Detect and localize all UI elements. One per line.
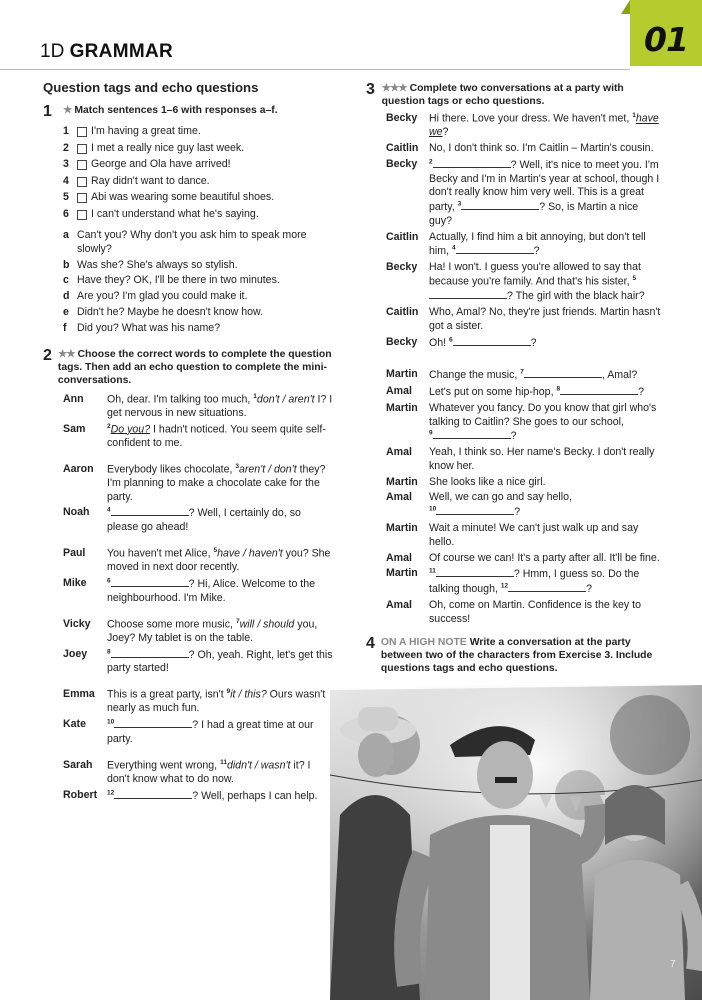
text: ? Oh, yeah. Right, let's get this party started! (107, 648, 333, 675)
speaker-name: Amal (386, 385, 412, 398)
exercise-2 (43, 348, 333, 387)
text: ? Hi, Alice. Welcome to the neighbourhood. I'm Mike. (107, 578, 316, 604)
answer-blank[interactable] (114, 718, 192, 728)
header-prefix: 1D (40, 41, 65, 62)
answer-blank[interactable] (111, 648, 189, 658)
left-column (43, 79, 333, 806)
dialogue-line (63, 648, 333, 677)
conversation-2 (386, 368, 662, 626)
text: Let's put on some hip-hop, (429, 386, 557, 399)
response-text: Didn't he? Maybe he doesn't know how. (77, 305, 264, 318)
line-text (107, 423, 333, 451)
exercise-instruction (381, 636, 662, 675)
dialogue-line (63, 618, 333, 646)
tab-fold (621, 0, 630, 14)
dialogue-line (386, 446, 662, 474)
exercise-instruction (382, 82, 662, 108)
response-text: Did you? What was his name? (77, 321, 221, 334)
line-text: No, I don't think so. I'm Caitlin – Martin's cousin. (429, 142, 654, 155)
text: Change the music, (429, 369, 521, 382)
gap-number: 11 (429, 567, 436, 575)
answer-blank[interactable] (560, 385, 638, 395)
choice-words[interactable]: will / should (239, 618, 295, 631)
dialogue-line (386, 402, 662, 444)
item-number: 5 (63, 191, 69, 204)
difficulty-stars: ★★ (57, 348, 75, 360)
text: , Amal? (601, 369, 638, 382)
speaker-name: Vicky (63, 617, 91, 630)
item-number: 3 (63, 158, 69, 171)
item-number: 4 (63, 174, 69, 187)
exercise-4 (366, 636, 662, 675)
line-text (429, 567, 662, 597)
text: ? (442, 126, 449, 139)
example-answer: Do you? (110, 423, 151, 436)
line-text (429, 261, 662, 304)
gap-number: 9 (429, 429, 433, 437)
difficulty-stars: ★ (63, 105, 72, 117)
text: ? The girl with the black hair? (507, 290, 645, 303)
response-c (63, 274, 333, 288)
speaker-name: Caitlin (386, 142, 419, 155)
exercise-number: 4 (366, 635, 375, 653)
speaker-name: Amal (386, 491, 412, 504)
instruction-text: Choose the correct words to complete the question tags. Then add an echo question to complete the mini-conversations. (57, 348, 332, 386)
line-text (107, 759, 333, 787)
item-number: 6 (63, 207, 69, 220)
party-photo (330, 685, 702, 1000)
gap-number: 3 (235, 462, 239, 470)
choice-words[interactable]: don't / aren't (256, 393, 315, 406)
line-text: She looks like a nice girl. (429, 475, 546, 488)
dialogue-line (386, 567, 662, 597)
dialogue-line (386, 599, 662, 627)
line-text (429, 385, 662, 400)
gap-number: 11 (220, 758, 227, 766)
line-text: Wait a minute! We can't just walk up and say hello. (429, 521, 639, 548)
dialogue-line (63, 506, 333, 535)
conversation-1 (386, 112, 662, 350)
text: Everything went wrong, (107, 759, 221, 772)
answer-blank[interactable] (433, 158, 511, 168)
answer-blank[interactable] (111, 577, 189, 587)
sentence-text: I'm having a great time. (91, 125, 201, 138)
sentence-1 (63, 125, 333, 142)
response-list (63, 229, 333, 335)
line-text (429, 158, 662, 229)
line-text (107, 718, 333, 747)
line-text (429, 336, 662, 351)
response-text: Have they? OK, I'll be there in two minutes. (77, 274, 280, 287)
text: Ours wasn't nearly as much fun. (107, 688, 326, 715)
gap-number: 8 (556, 385, 561, 393)
item-letter: c (63, 274, 69, 287)
speaker-name: Aaron (63, 462, 94, 475)
page-header (40, 40, 173, 65)
text: I hadn't noticed. You seem quite self-confident to me. (107, 423, 326, 449)
dialogue-line (63, 688, 333, 716)
gap-number: 10 (107, 718, 115, 726)
gap-number: 4 (451, 244, 456, 252)
text: You haven't met Alice, (107, 547, 214, 560)
speaker-name: Martin (386, 567, 418, 580)
text: ? Well, I certainly do, so please go ahead! (107, 507, 301, 534)
line-text (107, 577, 333, 606)
gap-number: 2 (429, 158, 433, 166)
speaker-name: Caitlin (386, 230, 419, 243)
line-text: Oh, come on Martin. Confidence is the key to success! (429, 598, 641, 625)
line-text (107, 506, 333, 535)
example-answer: have we (429, 112, 659, 139)
sentence-text: I met a really nice guy last week. (91, 141, 245, 154)
dialogue-line (386, 231, 662, 260)
party-photo-illustration (330, 685, 702, 1000)
unit-tab (630, 0, 702, 66)
header-rule (0, 69, 630, 70)
line-text (429, 368, 662, 383)
exercise-number: 3 (366, 81, 375, 98)
speaker-name: Mike (63, 577, 87, 590)
dialogue-line (386, 552, 662, 566)
speaker-name: Martin (386, 368, 418, 381)
text: ? (514, 506, 521, 519)
dialogue-line (63, 423, 333, 451)
item-letter: d (63, 290, 70, 303)
mini-conversations (63, 393, 333, 804)
speaker-name: Becky (386, 112, 418, 124)
speaker-name: Becky (386, 335, 418, 348)
response-d (63, 290, 333, 304)
speaker-name: Martin (386, 475, 418, 488)
item-letter: f (63, 321, 67, 334)
high-note-label: ON A HIGH NOTE (380, 637, 467, 649)
answer-blank[interactable] (429, 289, 507, 299)
text: ? Well, perhaps I can help. (192, 789, 318, 802)
dialogue-line (386, 112, 662, 140)
instruction-text: Write a conversation at the party between two of the characters from Exercise 3. Include questions tags and echo questions. (380, 637, 653, 675)
response-a (63, 229, 333, 257)
line-text (429, 231, 662, 260)
line-text (107, 688, 333, 716)
text: ? (510, 430, 517, 443)
gap-number: 6 (107, 577, 111, 585)
speaker-name: Amal (386, 446, 412, 459)
speaker-name: Kate (63, 718, 86, 731)
exercise-number: 2 (43, 346, 52, 364)
answer-blank[interactable] (456, 244, 534, 254)
line-text (429, 491, 662, 520)
sentence-text: George and Ola have arrived! (91, 158, 231, 171)
text: you, Joey? My tablet is on the table. (107, 618, 318, 644)
sentence-2 (63, 142, 333, 159)
speaker-name: Joey (63, 647, 88, 660)
dialogue-line (386, 491, 662, 520)
choice-words[interactable]: didn't / wasn't (226, 759, 291, 772)
dialogue-line (386, 142, 662, 156)
choice-words[interactable]: have / haven't (217, 547, 283, 560)
speaker-name: Robert (63, 788, 98, 801)
text: ? (586, 583, 592, 596)
text: ? (638, 386, 644, 399)
line-text (107, 393, 333, 421)
gap-number: 12 (107, 789, 115, 797)
text: Choose some more music, (107, 618, 236, 631)
answer-checkbox[interactable] (77, 160, 87, 170)
header-title: GRAMMAR (69, 41, 173, 62)
speaker-name: Caitlin (386, 306, 419, 319)
speaker-name: Martin (386, 401, 418, 414)
text: you? She moved in next door recently. (107, 547, 331, 574)
answer-blank[interactable] (436, 505, 514, 515)
speaker-name: Amal (386, 551, 412, 564)
item-number: 2 (63, 141, 69, 154)
response-text: Are you? I'm glad you could make it. (77, 290, 248, 303)
line-text (107, 547, 333, 575)
text: I? I get nervous in new situations. (107, 393, 333, 419)
answer-blank[interactable] (461, 200, 539, 210)
speaker-name: Noah (63, 506, 90, 519)
dialogue-line (63, 463, 333, 505)
text: ? So, is Martin a nice guy? (429, 201, 639, 227)
sentence-text: I can't understand what he's saying. (91, 207, 259, 220)
text: Actually, I find him a bit annoying, but don't tell him, (429, 230, 646, 258)
speaker-name: Amal (386, 598, 412, 611)
exercise-1 (43, 104, 333, 120)
sentence-text: Ray didn't want to dance. (91, 174, 210, 187)
gap-number: 1 (632, 112, 636, 119)
dialogue-line (63, 789, 333, 804)
speaker-name: Martin (386, 521, 418, 534)
gap-number: 9 (226, 688, 231, 696)
item-letter: e (63, 305, 69, 318)
text: Everybody likes chocolate, (107, 463, 236, 476)
item-letter: a (63, 229, 69, 242)
text: ? Hmm, I guess so. Do the talking though, (429, 568, 640, 596)
difficulty-stars: ★★★ (381, 83, 407, 94)
line-text: Yeah, I think so. Her name's Becky. I don't really know her. (429, 446, 655, 472)
sentence-5 (63, 191, 333, 208)
dialogue-line (63, 393, 333, 421)
dialogue-line (386, 158, 662, 229)
response-e (63, 306, 333, 320)
line-text (107, 648, 333, 677)
line-text (429, 402, 662, 444)
response-text: Was she? She's always so stylish. (77, 258, 238, 271)
line-text: Of course we can! It's a party after all. It'll be fine. (429, 551, 660, 564)
answer-blank[interactable] (433, 429, 511, 439)
dialogue-line (386, 385, 662, 400)
dialogue-line (386, 306, 662, 334)
dialogue-line (386, 336, 662, 351)
text: it? I don't know what to do now. (107, 759, 311, 786)
line-text: Who, Amal? No, they're just friends. Martin hasn't got a sister. (429, 306, 661, 332)
gap-number: 2 (107, 422, 111, 430)
answer-blank[interactable] (453, 336, 531, 346)
text: Oh! (429, 336, 450, 349)
dialogue-line (386, 368, 662, 383)
dialogue-line (386, 476, 662, 490)
gap-number: 6 (449, 336, 453, 344)
line-text (107, 789, 333, 804)
line-text (107, 618, 333, 646)
item-number: 1 (63, 125, 69, 138)
answer-checkbox[interactable] (77, 177, 87, 187)
text: ? (530, 336, 537, 349)
gap-number: 5 (632, 274, 637, 282)
exercise-3 (366, 82, 662, 108)
speaker-name: Sarah (63, 758, 93, 771)
gap-number: 1 (253, 392, 257, 400)
answer-blank[interactable] (114, 789, 192, 799)
choice-words[interactable]: it / this? (230, 688, 267, 701)
answer-checkbox[interactable] (77, 144, 87, 154)
dialogue-line (63, 547, 333, 575)
text: ? Well, it's nice to meet you. I'm Becky and I'm in Martin's year at school, though I don't really know him very well. This is a great party, (429, 158, 660, 214)
gap-number: 3 (457, 200, 462, 208)
speaker-name: Becky (386, 157, 418, 170)
speaker-name: Ann (63, 392, 84, 405)
text: ? (533, 245, 540, 258)
instruction-text: Complete two conversations at a party with question tags or echo questions. (381, 83, 624, 107)
instruction-text: Match sentences 1–6 with responses a–f. (74, 105, 278, 117)
line-text (429, 112, 662, 140)
unit-number: 01 (644, 20, 688, 60)
gap-number: 12 (500, 582, 509, 590)
response-b (63, 259, 333, 273)
gap-number: 10 (429, 505, 437, 513)
dialogue-line (63, 759, 333, 787)
exercise-instruction (58, 348, 333, 387)
text: This is a great party, isn't (107, 688, 227, 701)
text: Whatever you fancy. Do you know that girl who's talking to Caitlin? She goes to our school, (429, 401, 657, 428)
gap-number: 5 (213, 547, 218, 554)
gap-number: 4 (107, 506, 111, 514)
text: Oh, dear. I'm talking too much, (107, 393, 254, 406)
speaker-name: Emma (63, 688, 95, 701)
line-text (107, 463, 333, 505)
speaker-name: Paul (63, 547, 86, 559)
sentence-6 (63, 208, 333, 225)
text: they? I'm planning to make a chocolate cake for the party. (107, 463, 326, 503)
choice-words[interactable]: aren't / don't (239, 463, 297, 476)
right-column (366, 82, 662, 675)
answer-checkbox[interactable] (77, 127, 87, 137)
text: ? I had a great time at our party. (107, 719, 314, 746)
answer-blank[interactable] (508, 582, 586, 592)
answer-blank[interactable] (436, 567, 514, 577)
gap-number: 8 (107, 648, 111, 656)
gap-number: 7 (520, 368, 524, 376)
sentence-4 (63, 175, 333, 192)
response-text: Can't you? Why don't you ask him to speak more slowly? (77, 229, 307, 255)
answer-checkbox[interactable] (77, 210, 87, 220)
sentence-3 (63, 158, 333, 175)
dialogue-line (386, 522, 662, 550)
dialogue-line (63, 718, 333, 747)
text: Hi there. Love your dress. We haven't met, (429, 112, 633, 125)
answer-blank[interactable] (111, 506, 189, 516)
response-f (63, 322, 333, 336)
page-number: 7 (670, 959, 676, 970)
gap-number: 7 (235, 617, 240, 625)
text: Ha! I won't. I guess you're allowed to say that because you're family. And that's his sister, (429, 261, 641, 288)
sentence-list (63, 125, 333, 224)
answer-checkbox[interactable] (77, 193, 87, 203)
exercise-number: 1 (43, 103, 52, 121)
exercise-instruction (63, 104, 278, 120)
item-letter: b (63, 258, 70, 271)
speaker-name: Becky (386, 261, 418, 274)
section-title: Question tags and echo questions (43, 80, 259, 95)
dialogue-line (386, 261, 662, 304)
dialogue-line (63, 577, 333, 606)
text: Well, we can go and say hello, (429, 491, 572, 504)
speaker-name: Sam (63, 422, 86, 435)
sentence-text: Abi was wearing some beautiful shoes. (91, 191, 275, 204)
answer-blank[interactable] (524, 368, 602, 378)
